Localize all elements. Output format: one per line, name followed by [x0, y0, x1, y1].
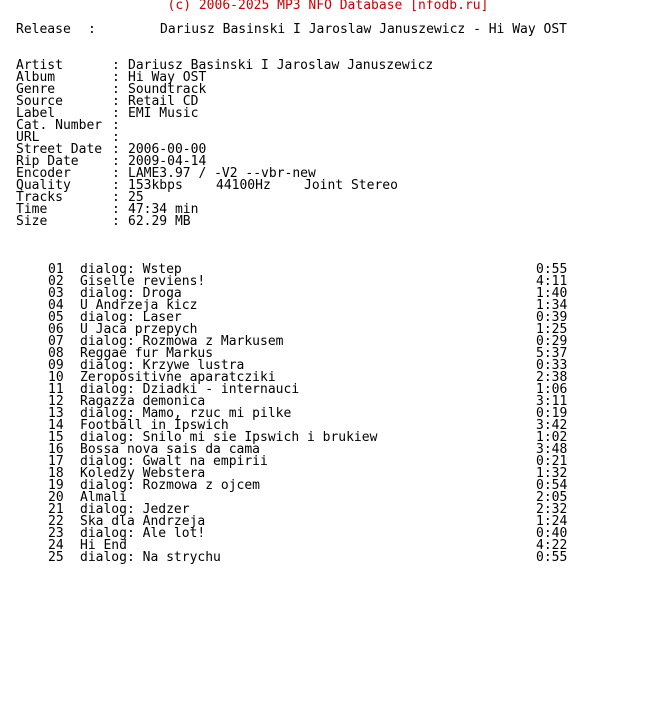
track-number: 10	[48, 370, 64, 385]
track-number: 19	[48, 478, 64, 493]
track-duration: 0:21	[536, 454, 568, 469]
track-title: dialog: Dziadki - internauci	[80, 382, 300, 397]
track-number: 02	[48, 274, 64, 289]
meta-separator: :	[112, 82, 120, 97]
track-duration: 1:06	[536, 382, 568, 397]
track-duration: 0:55	[536, 550, 568, 565]
track-duration: 0:39	[536, 310, 568, 325]
meta-separator: :	[112, 130, 120, 145]
site-header: (c) 2006-2025 MP3 NFO Database [nfodb.ru]	[167, 0, 489, 13]
meta-separator: :	[112, 166, 120, 181]
track-duration: 2:05	[536, 490, 568, 505]
meta-separator: :	[112, 190, 120, 205]
meta-value-size: 62.29 MB	[128, 214, 191, 229]
track-number: 05	[48, 310, 64, 325]
meta-label-album: Album	[16, 70, 56, 85]
meta-separator: :	[112, 94, 120, 109]
track-duration: 4:11	[536, 274, 568, 289]
track-number: 13	[48, 406, 64, 421]
meta-value-rip-date: 2009-04-14	[128, 154, 207, 169]
track-title: dialog: Mamo, rzuc mi pilke	[80, 406, 292, 421]
meta-label-time: Time	[16, 202, 48, 217]
track-number: 21	[48, 502, 64, 517]
track-number: 07	[48, 334, 64, 349]
track-number: 20	[48, 490, 64, 505]
meta-label-rip-date: Rip Date	[16, 154, 79, 169]
track-duration: 0:40	[536, 526, 568, 541]
meta-separator: :	[112, 70, 120, 85]
track-duration: 2:32	[536, 502, 568, 517]
meta-label-genre: Genre	[16, 82, 56, 97]
track-title: dialog: Jedzer	[80, 502, 190, 517]
track-title: U Andrzeja kicz	[80, 298, 198, 313]
meta-separator: :	[112, 118, 120, 133]
track-number: 17	[48, 454, 64, 469]
track-title: Bossa nova sais da cama	[80, 442, 261, 457]
meta-separator: :	[112, 142, 120, 157]
meta-label-encoder: Encoder	[16, 166, 71, 181]
track-duration: 0:33	[536, 358, 568, 373]
track-number: 08	[48, 346, 64, 361]
track-number: 01	[48, 262, 64, 277]
release-separator: :	[88, 22, 96, 37]
release-label: Release	[16, 22, 71, 37]
track-duration: 4:22	[536, 538, 568, 553]
meta-label-quality: Quality	[16, 178, 71, 193]
track-duration: 1:34	[536, 298, 568, 313]
track-title: Giselle reviens!	[80, 274, 206, 289]
meta-separator: :	[112, 214, 120, 229]
track-number: 12	[48, 394, 64, 409]
meta-value-source: Retail CD	[128, 94, 199, 109]
meta-label-source: Source	[16, 94, 63, 109]
track-number: 18	[48, 466, 64, 481]
quality-bitrate: 153kbps	[128, 178, 183, 193]
meta-value-time: 47:34 min	[128, 202, 199, 217]
track-title: dialog: Gwalt na empirii	[80, 454, 268, 469]
track-duration: 3:11	[536, 394, 568, 409]
meta-value-album: Hi Way OST	[128, 70, 207, 85]
track-title: Koledzy Webstera	[80, 466, 206, 481]
meta-label-cat-number: Cat. Number	[16, 118, 103, 133]
meta-separator: :	[112, 202, 120, 217]
track-number: 03	[48, 286, 64, 301]
track-duration: 1:24	[536, 514, 568, 529]
track-title: Football in Ipswich	[80, 418, 229, 433]
track-duration: 1:32	[536, 466, 568, 481]
track-number: 15	[48, 430, 64, 445]
track-duration: 1:02	[536, 430, 568, 445]
track-title: Ragazza demonica	[80, 394, 206, 409]
track-duration: 0:54	[536, 478, 568, 493]
track-number: 16	[48, 442, 64, 457]
track-number: 04	[48, 298, 64, 313]
track-number: 23	[48, 526, 64, 541]
track-title: U Jaca przepych	[80, 322, 198, 337]
meta-label-street-date: Street Date	[16, 142, 103, 157]
track-number: 24	[48, 538, 64, 553]
meta-value-street-date: 2006-00-00	[128, 142, 207, 157]
track-duration: 0:29	[536, 334, 568, 349]
release-value: Dariusz Basinski I Jaroslaw Januszewicz - Hi Way OST	[160, 22, 567, 37]
track-title: Almali	[80, 490, 127, 505]
meta-label-size: Size	[16, 214, 48, 229]
track-title: Reggae fur Markus	[80, 346, 214, 361]
meta-separator: :	[112, 154, 120, 169]
quality-mode: Joint Stereo	[304, 178, 398, 193]
quality-frequency: 44100Hz	[216, 178, 271, 193]
meta-value-encoder: LAME3.97 / -V2 --vbr-new	[128, 166, 316, 181]
meta-separator: :	[112, 58, 120, 73]
track-number: 06	[48, 322, 64, 337]
track-title: dialog: Laser	[80, 310, 182, 325]
meta-value-label: EMI Music	[128, 106, 199, 121]
track-title: Zeropositivne aparatcziki	[80, 370, 276, 385]
track-number: 09	[48, 358, 64, 373]
track-title: dialog: Krzywe lustra	[80, 358, 245, 373]
track-duration: 2:38	[536, 370, 568, 385]
track-title: dialog: Wstep	[80, 262, 182, 277]
track-duration: 5:37	[536, 346, 568, 361]
meta-value-genre: Soundtrack	[128, 82, 207, 97]
track-duration: 1:40	[536, 286, 568, 301]
track-duration: 3:48	[536, 442, 568, 457]
track-title: dialog: Rozmowa z Markusem	[80, 334, 284, 349]
track-duration: 0:19	[536, 406, 568, 421]
track-duration: 3:42	[536, 418, 568, 433]
meta-separator: :	[112, 106, 120, 121]
track-title: dialog: Rozmowa z ojcem	[80, 478, 261, 493]
meta-label-artist: Artist	[16, 58, 63, 73]
track-title: Ska dla Andrzeja	[80, 514, 206, 529]
meta-separator: :	[112, 178, 120, 193]
track-title: dialog: Snilo mi sie Ipswich i brukiew	[80, 430, 378, 445]
track-title: dialog: Ale lot!	[80, 526, 206, 541]
meta-label-tracks: Tracks	[16, 190, 63, 205]
meta-value-tracks: 25	[128, 190, 144, 205]
track-title: Hi End	[80, 538, 127, 553]
track-title: dialog: Na strychu	[80, 550, 221, 565]
track-number: 25	[48, 550, 64, 565]
track-number: 11	[48, 382, 64, 397]
meta-value-artist: Dariusz Basinski I Jaroslaw Januszewicz	[128, 58, 434, 73]
track-number: 14	[48, 418, 64, 433]
track-title: dialog: Droga	[80, 286, 182, 301]
track-duration: 0:55	[536, 262, 568, 277]
track-duration: 1:25	[536, 322, 568, 337]
meta-label-url: URL	[16, 130, 40, 145]
track-number: 22	[48, 514, 64, 529]
meta-label-label: Label	[16, 106, 56, 121]
